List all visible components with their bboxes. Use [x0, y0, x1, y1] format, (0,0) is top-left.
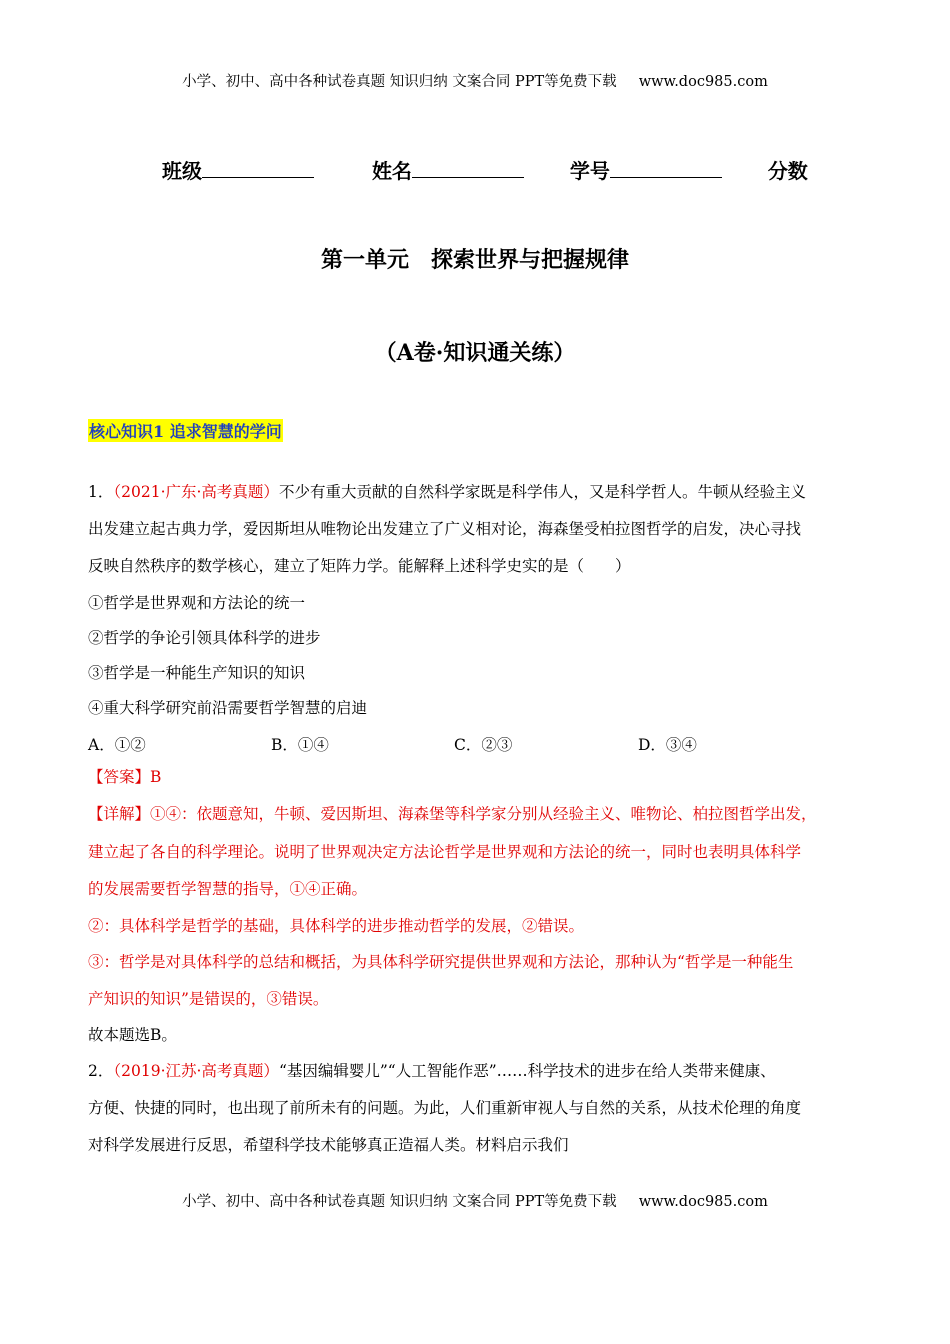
q1-option-d[interactable]: D．③④ — [638, 736, 697, 754]
sub-title: （A卷·知识通关练） — [374, 340, 576, 366]
student-info-fields — [162, 155, 808, 184]
score-label: 分数 — [767, 159, 808, 183]
number-label: 学号 — [569, 159, 610, 183]
q2-line-3: 对科学发展进行反思，希望科学技术能够真正造福人类。材料启示我们 — [88, 1136, 569, 1154]
number-blank[interactable] — [610, 159, 722, 178]
q1-option-b[interactable]: B．①④ — [271, 736, 329, 754]
q1-detail-6: 产知识的知识”是错误的，③错误。 — [88, 990, 329, 1008]
page-header — [0, 70, 950, 91]
q1-detail-4: ②：具体科学是哲学的基础，具体科学的进步推动哲学的发展，②错误。 — [88, 917, 585, 935]
q1-line-1 — [88, 474, 878, 511]
page-footer — [0, 1190, 950, 1211]
q2-number: 2． — [88, 1062, 114, 1080]
unit-title: 第一单元 探索世界与把握规律 — [320, 247, 629, 273]
footer-text: 小学、初中、高中各种试卷真题 知识归纳 文案合同 PPT等免费下载 — [182, 1194, 617, 1210]
class-label: 班级 — [162, 159, 202, 183]
q1-item-2: ②哲学的争论引领具体科学的进步 — [88, 629, 321, 647]
q1-detail-1 — [88, 796, 878, 833]
q1-line-2: 出发建立起古典力学，爱因斯坦从唯物论出发建立了广义相对论，海森堡受柏拉图哲学的启发，决心寻找 — [88, 520, 802, 538]
q1-detail-2: 建立起了各自的科学理论。说明了世界观决定方法论哲学是世界观和方法论的统一，同时也表明具体科学 — [88, 843, 802, 861]
q1-text-1: 不少有重大贡献的自然科学家既是科学伟人，又是科学哲人。牛顿从经验主义 — [278, 483, 806, 501]
answer-value: B — [150, 768, 162, 786]
header-site: www.doc985.com — [638, 74, 768, 90]
q1-number: 1． — [88, 483, 114, 501]
detail-label: 【详解】 — [88, 805, 151, 823]
q1-item-4: ④重大科学研究前沿需要哲学智慧的启迪 — [88, 699, 368, 717]
detail-text-1: ①④：依题意知，牛顿、爱因斯坦、海森堡等科学家分别从经验主义、唯物论、柏拉图哲学出发， — [150, 805, 817, 823]
q1-item-3: ③哲学是一种能生产知识的知识 — [88, 664, 306, 682]
q2-line-1 — [88, 1053, 878, 1090]
q2-source: （2019·江苏·高考真题） — [113, 1062, 279, 1080]
q1-item-1: ①哲学是世界观和方法论的统一 — [88, 594, 306, 612]
q1-detail-3: 的发展需要哲学智慧的指导，①④正确。 — [88, 880, 368, 898]
name-blank[interactable] — [412, 159, 524, 178]
q1-option-a[interactable]: A．①② — [88, 736, 146, 754]
q1-source: （2021·广东·高考真题） — [113, 483, 279, 501]
q1-option-c[interactable]: C．②③ — [454, 736, 513, 754]
footer-site: www.doc985.com — [638, 1194, 768, 1210]
q1-answer — [88, 759, 878, 796]
core-knowledge-heading: 核心知识1 追求智慧的学问 — [88, 419, 283, 442]
q1-conclusion: 故本题选B。 — [88, 1026, 177, 1044]
q2-text-1: “基因编辑婴儿”“人工智能作恶”……科学技术的进步在给人类带来健康、 — [278, 1062, 776, 1080]
q2-line-2: 方便、快捷的同时，也出现了前所未有的问题。为此，人们重新审视人与自然的关系，从技术伦理的角度 — [88, 1099, 802, 1117]
q1-detail-5: ③：哲学是对具体科学的总结和概括，为具体科学研究提供世界观和方法论，那种认为“哲学是一种能生 — [88, 953, 794, 971]
header-text: 小学、初中、高中各种试卷真题 知识归纳 文案合同 PPT等免费下载 — [182, 74, 617, 90]
name-label: 姓名 — [371, 159, 412, 183]
class-blank[interactable] — [202, 159, 314, 178]
answer-label: 【答案】 — [88, 768, 151, 786]
q1-line-3: 反映自然秩序的数学核心，建立了矩阵力学。能解释上述科学史实的是（ ） — [88, 557, 631, 575]
